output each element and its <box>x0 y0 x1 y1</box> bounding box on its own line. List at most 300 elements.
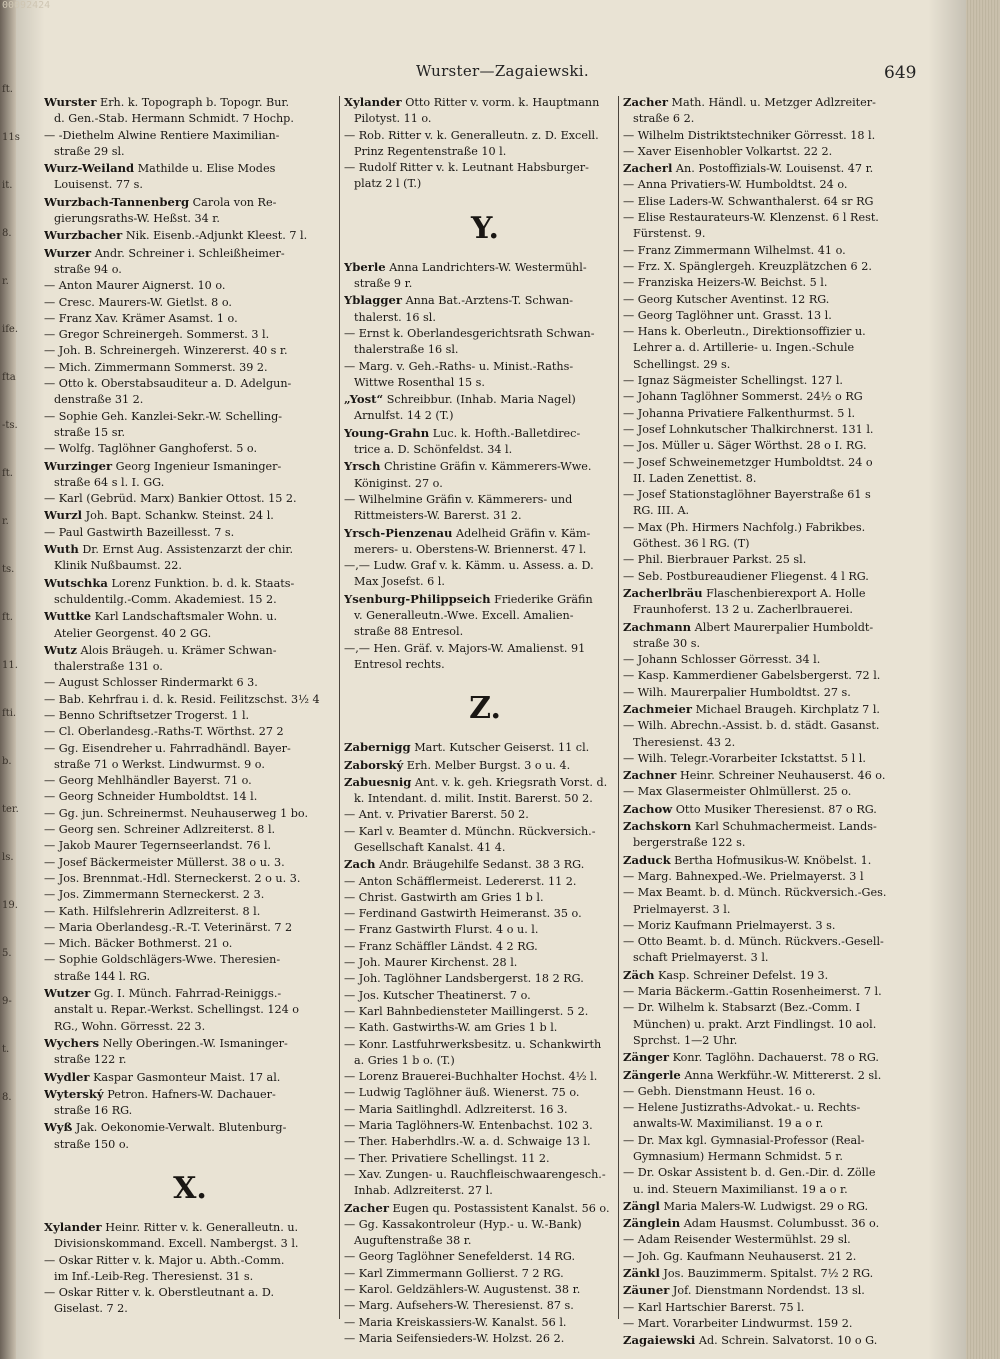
sub-entry <box>623 1249 927 1265</box>
entry-continuation <box>344 310 626 326</box>
surname-heading: Wurzbach-Tannenberg <box>44 194 190 209</box>
directory-entry <box>44 608 336 625</box>
entry-text: — Joh. Gg. Kaufmann Neuhauserst. 21 2. <box>623 1249 857 1263</box>
sub-entry <box>44 409 336 425</box>
entry-text: thalerstraße 131 o. <box>54 660 163 674</box>
entry-continuation <box>623 602 927 618</box>
directory-entry <box>44 1119 336 1136</box>
sub-entry <box>44 920 336 936</box>
entry-text: — Joh. Maurer Kirchenst. 28 l. <box>344 956 518 970</box>
entry-text: Mart. Kutscher Geiserst. 11 cl. <box>414 741 590 755</box>
section-letter: Y. <box>471 210 499 246</box>
sub-entry <box>623 918 927 934</box>
entry-text: — Max Glasermeister Ohlmüllerst. 25 o. <box>623 785 852 799</box>
entry-text: — Cresc. Maurers-W. Gietlst. 8 o. <box>44 295 232 309</box>
entry-continuation <box>344 657 626 673</box>
entry-continuation <box>344 791 626 807</box>
surname-heading: Zaborský <box>344 757 404 772</box>
surname-heading: Yberle <box>344 259 386 274</box>
sub-entry <box>44 952 336 968</box>
entry-text: — Kath. Hilfslehrerin Adlzreiterst. 8 l. <box>44 904 261 918</box>
entry-continuation <box>344 1233 626 1249</box>
sub-entry <box>44 525 336 541</box>
entry-text: — Ludwig Taglöhner äuß. Wienerst. 75 o. <box>344 1086 580 1100</box>
entry-text: — Ther. Privatiere Schellingst. 11 2. <box>344 1151 550 1165</box>
entry-continuation <box>623 636 927 652</box>
entry-text: Dr. Ernst Aug. Assistenzarzt der chir. <box>82 543 294 557</box>
directory-entry <box>623 1332 927 1349</box>
entry-continuation <box>344 442 626 458</box>
entry-text: straße 30 s. <box>633 636 700 650</box>
directory-entry <box>623 852 927 869</box>
sub-entry <box>623 668 927 684</box>
facing-page-fragment: it. <box>2 180 13 191</box>
facing-page-fragment: 11. <box>2 660 18 671</box>
entry-text: straße 144 l. RG. <box>54 969 151 983</box>
sub-entry <box>44 1253 336 1269</box>
surname-heading: Yblagger <box>344 293 402 308</box>
entry-text: An. Postoffizials-W. Louisenst. 47 r. <box>675 162 874 176</box>
sub-entry <box>623 308 927 324</box>
entry-continuation <box>623 735 927 751</box>
entry-text: Louisenst. 77 s. <box>54 178 143 192</box>
sub-entry <box>44 327 336 343</box>
entry-text: — Elise Restaurateurs-W. Klenzenst. 6 l Rest. <box>623 211 879 225</box>
entry-text: — Johanna Privatiere Falkenthurmst. 5 l. <box>623 406 856 420</box>
entry-continuation <box>344 508 626 524</box>
entry-text: Fraunhoferst. 13 2 u. Zacherlbrauerei. <box>633 603 853 617</box>
scan-identifier: 00092424 <box>2 0 51 11</box>
entry-text: u. ind. Steuern Maximilianst. 19 a o r. <box>633 1182 848 1196</box>
entry-text: — Maria Bäckerm.-Gattin Rosenheimerst. 7 l. <box>623 985 882 999</box>
entry-text: d. Gen.-Stab. Hermann Schmidt. 7 Hochp. <box>54 112 294 126</box>
facing-page-fragment: b. <box>2 756 12 767</box>
sub-entry <box>344 807 626 823</box>
page-number: 649 <box>884 63 917 83</box>
entry-text: Konr. Taglöhn. Dachauerst. 78 o RG. <box>672 1051 879 1065</box>
entry-text: RG., Wohn. Görresst. 22 3. <box>54 1019 206 1033</box>
sub-entry <box>344 890 626 906</box>
entry-text: Giselast. 7 2. <box>54 1302 128 1316</box>
entry-text: — Mich. Zimmermann Sommerst. 39 2. <box>44 360 268 374</box>
entry-text: Theresienst. 43 2. <box>633 735 736 749</box>
entry-continuation <box>44 111 336 127</box>
sub-entry <box>344 971 626 987</box>
entry-text: platz 2 l (T.) <box>354 177 422 191</box>
sub-entry <box>623 1100 927 1116</box>
entry-text: — Ferdinand Gastwirth Heimeranst. 35 o. <box>344 907 582 921</box>
entry-text: — Ant. v. Privatier Barerst. 50 2. <box>344 808 529 822</box>
entry-continuation <box>44 425 336 441</box>
sub-entry <box>623 552 927 568</box>
entry-text: Luc. k. Hofth.-Balletdirec- <box>432 426 581 440</box>
entry-text: Michael Braugeh. Kirchplatz 7 l. <box>695 702 880 716</box>
entry-text: — Joh. Taglöhner Landsbergerst. 18 2 RG. <box>344 972 584 986</box>
entry-text: — Marg. Bahnexped.-We. Prielmayerst. 3 l <box>623 869 864 883</box>
entry-text: — Bab. Kehrfrau i. d. k. Resid. Feilitzschst. 3½ 4 <box>44 692 320 706</box>
entry-text: — Franz Xav. Krämer Asamst. 1 o. <box>44 311 238 325</box>
surname-heading: Zacher <box>623 95 668 109</box>
entry-text: — Lorenz Brauerei-Buchhalter Hochst. 4½ l. <box>344 1070 598 1084</box>
entry-text: Friederike Gräfin <box>494 592 593 606</box>
entry-text: Königinst. 27 o. <box>354 476 443 490</box>
entry-text: — Josef Schweinemetzger Humboldtst. 24 o <box>623 455 873 469</box>
entry-text: — Marg. Aufsehers-W. Theresienst. 87 s. <box>344 1299 574 1313</box>
entry-text: — Johann Schlosser Görresst. 34 l. <box>623 653 821 667</box>
surname-heading: Zachner <box>623 768 677 783</box>
directory-entry <box>344 591 626 608</box>
entry-continuation <box>344 840 626 856</box>
entry-text: Jof. Dienstmann Nordendst. 13 sl. <box>672 1284 865 1298</box>
surname-heading: Zäch <box>623 967 655 982</box>
facing-page-fragment: 11s <box>2 132 20 143</box>
entry-continuation <box>623 226 927 242</box>
entry-text: straße 16 RG. <box>54 1104 133 1118</box>
sub-entry <box>44 295 336 311</box>
sub-entry <box>623 934 927 950</box>
entry-text: Divisionskommand. Excell. Nambergst. 3 l. <box>54 1237 299 1251</box>
entry-text: — Marg. v. Geh.-Raths- u. Minist.-Raths- <box>344 359 574 373</box>
entry-text: — August Schlosser Rindermarkt 6 3. <box>44 676 258 690</box>
entry-text: gierungsraths-W. Heßst. 34 r. <box>54 212 220 226</box>
sub-entry <box>44 806 336 822</box>
entry-text: — Franz Gastwirth Flurst. 4 o u. l. <box>344 923 539 937</box>
entry-text: — Jakob Maurer Tegernseerlandst. 76 l. <box>44 839 272 853</box>
entry-text: Nelly Oberingen.-W. Ismaninger- <box>102 1036 288 1050</box>
entry-continuation <box>623 357 927 373</box>
entry-text: im Inf.-Leib-Reg. Theresienst. 31 s. <box>54 1269 254 1283</box>
sub-entry <box>344 160 626 176</box>
directory-entry <box>344 525 626 542</box>
entry-text: Auguftenstraße 38 r. <box>354 1234 472 1248</box>
entry-text: anstalt u. Repar.-Werkst. Schellingst. 124 o <box>54 1003 299 1017</box>
sub-entry <box>44 1285 336 1301</box>
sub-entry <box>344 641 626 657</box>
surname-heading: Zaduck <box>623 852 671 867</box>
sub-entry <box>623 751 927 767</box>
entry-text: Kaspar Gasmonteur Maist. 17 al. <box>93 1070 281 1084</box>
sub-entry <box>623 869 927 885</box>
entry-continuation <box>344 176 626 192</box>
entry-text: — Maria Saitlinghdl. Adlzreiterst. 16 3. <box>344 1102 568 1116</box>
directory-entry <box>44 245 336 262</box>
entry-text: Carola von Re- <box>192 195 277 209</box>
surname-heading: Wyß <box>44 1120 73 1135</box>
entry-text: — Benno Schriftsetzer Trogerst. 1 l. <box>44 708 250 722</box>
surname-heading: Ysenburg-Philippseich <box>344 591 491 606</box>
entry-text: — Xaver Eisenhobler Volkartst. 22 2. <box>623 144 833 158</box>
entry-text: — Georg Schneider Humboldtst. 14 l. <box>44 790 258 804</box>
directory-entry <box>344 757 626 774</box>
sub-entry <box>44 904 336 920</box>
entry-text: Flaschenbierexport A. Holle <box>706 586 866 600</box>
entry-continuation <box>344 375 626 391</box>
entry-text: — Josef Lohnkutscher Thalkirchnerst. 131 l. <box>623 422 874 436</box>
sub-entry <box>623 1133 927 1149</box>
entry-text: Erh. k. Topograph b. Topogr. Bur. <box>100 96 290 109</box>
sub-entry <box>623 487 927 503</box>
sub-entry <box>623 1232 927 1248</box>
surname-heading: Wurz-Weiland <box>44 161 135 176</box>
entry-text: — Wilh. Maurerpalier Humboldtst. 27 s. <box>623 685 851 699</box>
entry-text: — Wilh. Abrechn.-Assist. b. d. städt. Gasanst. <box>623 719 880 733</box>
entry-text: thalerst. 16 sl. <box>354 310 436 324</box>
entry-continuation <box>44 475 336 491</box>
entry-text: straße 94 o. <box>54 262 122 276</box>
entry-text: Pilotyst. 11 o. <box>354 112 432 126</box>
sub-entry <box>623 984 927 1000</box>
sub-entry <box>623 292 927 308</box>
entry-text: — Ignaz Sägmeister Schellingst. 127 l. <box>623 374 843 388</box>
sub-entry <box>344 1249 626 1265</box>
entry-text: — Johann Taglöhner Sommerst. 24½ o RG <box>623 390 863 404</box>
surname-heading: Wutzer <box>44 986 91 1001</box>
facing-page-fragment: ft. <box>2 468 13 479</box>
directory-entry <box>44 194 336 211</box>
directory-entry <box>344 739 626 756</box>
entry-text: — Franziska Heizers-W. Beichst. 5 l. <box>623 276 828 290</box>
surname-heading: Wyterský <box>44 1086 104 1101</box>
entry-continuation <box>623 1017 927 1033</box>
entry-text: Karl Landschaftsmaler Wohn. u. <box>94 610 278 624</box>
directory-column-3 <box>623 94 927 1350</box>
entry-text: trice a. D. Schönfeldst. 34 l. <box>354 443 513 457</box>
sub-entry <box>623 177 927 193</box>
entry-text: v. Generalleutn.-Wwe. Excell. Amalien- <box>354 609 574 623</box>
surname-heading: Yrsch-Pienzenau <box>344 525 453 540</box>
directory-entry <box>623 818 927 835</box>
entry-continuation <box>344 608 626 624</box>
entry-text: Erh. Melber Burgst. 3 o u. 4. <box>406 758 571 772</box>
entry-text: Kasp. Schreiner Defelst. 19 3. <box>658 968 829 982</box>
sub-entry <box>623 243 927 259</box>
entry-text: — Gg. jun. Schreinermst. Neuhauserweg 1 bo. <box>44 806 309 820</box>
entry-text: — Gregor Schreinergeh. Sommerst. 3 l. <box>44 328 270 342</box>
sub-entry <box>623 1084 927 1100</box>
surname-heading: Wurster <box>44 95 97 109</box>
entry-text: Jos. Bauzimmerm. Spitalst. 7½ 2 RG. <box>663 1267 874 1281</box>
entry-text: — Konr. Lastfuhrwerksbesitz. u. Schankwirth <box>344 1037 602 1051</box>
entry-text: — Wolfg. Taglöhner Ganghoferst. 5 o. <box>44 442 258 456</box>
sub-entry <box>344 1217 626 1233</box>
section-letter: X. <box>173 1171 207 1206</box>
entry-text: — Karl Hartschier Barerst. 75 l. <box>623 1300 805 1314</box>
sub-entry <box>623 324 927 340</box>
entry-text: anwalts-W. Maximilianst. 19 a o r. <box>633 1117 824 1131</box>
book-page-stack <box>966 0 1000 1359</box>
entry-text: k. Intendant. d. milit. Instit. Barerst. 50 2. <box>354 792 593 806</box>
entry-text: — Wilhelmine Gräfin v. Kämmerers- und <box>344 492 573 506</box>
sub-entry <box>344 955 626 971</box>
entry-text: — Dr. Max kgl. Gymnasial-Professor (Real- <box>623 1133 865 1147</box>
entry-text: Entresol rechts. <box>354 657 445 671</box>
entry-text: straße 29 sl. <box>54 144 125 158</box>
sub-entry <box>44 311 336 327</box>
entry-text: Lorenz Funktion. b. d. k. Staats- <box>111 576 295 590</box>
entry-text: — Christ. Gastwirth am Gries 1 b l. <box>344 890 544 904</box>
surname-heading: Zachskorn <box>623 819 692 834</box>
entry-text: — Gg. Eisendreher u. Fahrradhändl. Bayer- <box>44 741 291 755</box>
entry-text: — Ther. Haberhdlrs.-W. a. d. Schwaige 13 l. <box>344 1135 591 1149</box>
entry-continuation <box>344 276 626 292</box>
entry-continuation <box>344 542 626 558</box>
directory-entry <box>344 259 626 276</box>
entry-text: — Max Beamt. b. d. Münch. Rückversich.-Ges. <box>623 886 887 900</box>
entry-continuation <box>44 969 336 985</box>
sub-entry <box>344 1134 626 1150</box>
facing-page-fragment: -ts. <box>2 420 18 431</box>
entry-text: thalerstraße 16 sl. <box>354 343 459 357</box>
entry-text: — Georg Kutscher Aventinst. 12 RG. <box>623 292 830 306</box>
entry-text: — Phil. Bierbrauer Parkst. 25 sl. <box>623 553 807 567</box>
surname-heading: Zängl <box>623 1198 660 1213</box>
entry-text: Albert Maurerpalier Humboldt- <box>694 620 874 634</box>
entry-text: — Jos. Kutscher Theatinerst. 7 o. <box>344 988 531 1002</box>
sub-entry <box>344 1102 626 1118</box>
entry-text: Gg. I. Münch. Fahrrad-Reiniggs.- <box>93 987 282 1001</box>
entry-text: Andr. Schreiner i. Schleißheimer- <box>94 246 285 260</box>
entry-continuation <box>44 392 336 408</box>
entry-continuation <box>44 144 336 160</box>
sub-entry <box>623 373 927 389</box>
facing-page-fragment: ft. <box>2 612 13 623</box>
entry-text: Göthest. 36 l RG. (T) <box>633 537 750 551</box>
entry-text: — Kasp. Kammerdiener Gabelsbergerst. 72 l. <box>623 669 881 683</box>
entry-text: Anna Werkführ.-W. Mittererst. 2 sl. <box>684 1068 882 1082</box>
directory-entry <box>344 94 626 111</box>
facing-page-fragment: fta <box>2 372 16 383</box>
entry-text: — Anna Privatiers-W. Humboldtst. 24 o. <box>623 178 848 192</box>
facing-page-edge <box>0 0 20 1359</box>
entry-text: — Franz Schäffler Ländst. 4 2 RG. <box>344 939 538 953</box>
facing-page-fragment: r. <box>2 276 9 287</box>
entry-text: — Dr. Wilhelm k. Stabsarzt (Bez.-Comm. I <box>623 1001 861 1015</box>
sub-entry <box>623 128 927 144</box>
sub-entry <box>623 210 927 226</box>
entry-text: — Helene Justizraths-Advokat.- u. Rechts- <box>623 1101 861 1115</box>
entry-text: — Elise Laders-W. Schwanthalerst. 64 sr RG <box>623 194 874 208</box>
entry-text: — Oskar Ritter v. k. Major u. Abth.-Comm. <box>44 1253 285 1267</box>
entry-continuation <box>623 111 927 127</box>
entry-continuation <box>44 659 336 675</box>
entry-continuation <box>344 144 626 160</box>
directory-entry <box>344 425 626 442</box>
entry-text: — Georg Taglöhner unt. Grasst. 13 l. <box>623 308 832 322</box>
entry-text: — Josef Bäckermeister Müllerst. 38 o u. 3. <box>44 855 285 869</box>
sub-entry <box>44 822 336 838</box>
sub-entry <box>623 784 927 800</box>
entry-text: straße 64 s l. I. GG. <box>54 475 165 489</box>
sub-entry <box>623 194 927 210</box>
entry-text: Jak. Oekonomie-Verwalt. Blutenburg- <box>75 1121 287 1135</box>
directory-entry <box>44 227 336 244</box>
entry-continuation <box>44 1103 336 1119</box>
entry-text: — Seb. Postbureaudiener Fliegenst. 4 l RG. <box>623 569 869 583</box>
sub-entry <box>623 1000 927 1016</box>
entry-text: — Karl v. Beamter d. Münchn. Rückversich.- <box>344 824 596 838</box>
entry-text: — Franz Zimmermann Wilhelmst. 41 o. <box>623 243 846 257</box>
facing-page-fragment: ls. <box>2 852 14 863</box>
surname-heading: Zabuesnig <box>344 774 412 789</box>
sub-entry <box>344 128 626 144</box>
sub-entry <box>344 906 626 922</box>
entry-text: — Jos. Müller u. Säger Wörthst. 28 o I. RG. <box>623 439 867 453</box>
surname-heading: Wutz <box>44 642 77 657</box>
sub-entry <box>344 824 626 840</box>
sub-entry <box>344 326 626 342</box>
entry-text: Heinr. Schreiner Neuhauserst. 46 o. <box>679 769 886 783</box>
facing-page-fragment: ife. <box>2 324 18 335</box>
directory-entry <box>623 801 927 818</box>
entry-text: Karl Schuhmachermeist. Lands- <box>694 820 877 834</box>
sub-entry <box>623 406 927 422</box>
sub-entry <box>44 838 336 854</box>
surname-heading: „Yost“ <box>344 392 384 407</box>
entry-continuation <box>344 1053 626 1069</box>
entry-text: II. Laden Zenettist. 8. <box>633 471 757 485</box>
entry-continuation <box>623 340 927 356</box>
directory-entry <box>623 767 927 784</box>
entry-text: Arnulfst. 14 2 (T.) <box>354 409 454 423</box>
entry-text: — -Diethelm Alwine Rentiere Maximilian- <box>44 128 280 142</box>
surname-heading: Wuth <box>44 542 79 557</box>
column-rule-1 <box>339 96 340 1319</box>
directory-entry <box>623 1049 927 1066</box>
surname-heading: Zach <box>344 857 376 872</box>
entry-text: schuldentilg.-Comm. Akademiest. 15 2. <box>54 592 277 606</box>
entry-text: schaft Prielmayerst. 3 l. <box>633 951 769 965</box>
facing-page-fragment: ts. <box>2 564 15 575</box>
sub-entry <box>623 275 927 291</box>
directory-entry <box>623 967 927 984</box>
sub-entry <box>344 558 626 574</box>
surname-heading: Zachmeier <box>623 701 692 716</box>
entry-text: —,— Ludw. Graf v. k. Kämm. u. Assess. a. D. <box>344 559 594 573</box>
surname-heading: Zabernigg <box>344 740 411 755</box>
surname-heading: Wurzbacher <box>44 228 123 243</box>
entry-text: Bertha Hofmusikus-W. Knöbelst. 1. <box>674 853 872 867</box>
facing-page-fragment: 5. <box>2 948 12 959</box>
section-letter: Z. <box>469 691 501 727</box>
entry-continuation <box>623 471 927 487</box>
entry-continuation <box>44 1002 336 1018</box>
sub-entry <box>44 360 336 376</box>
running-head: Wurster—Zagaiewski. <box>416 62 589 80</box>
entry-continuation <box>623 1149 927 1165</box>
surname-heading: Zänglein <box>623 1216 681 1231</box>
sub-entry <box>344 922 626 938</box>
directory-entry <box>623 1215 927 1232</box>
directory-entry <box>44 1219 336 1236</box>
entry-text: straße 6 2. <box>633 112 695 126</box>
entry-text: — Dr. Oskar Assistent b. d. Gen.-Dir. d. Zölle <box>623 1166 876 1180</box>
sub-entry <box>623 455 927 471</box>
sub-entry <box>44 376 336 392</box>
entry-text: — Karl Zimmermann Gollierst. 7 2 RG. <box>344 1266 564 1280</box>
surname-heading: Zachow <box>623 801 673 816</box>
entry-text: Mathilde u. Elise Modes <box>137 162 276 176</box>
entry-text: straße 150 o. <box>54 1137 129 1151</box>
entry-text: Ad. Schrein. Salvatorst. 10 o G. <box>698 1334 878 1348</box>
sub-entry <box>44 708 336 724</box>
entry-text: bergerstraße 122 s. <box>633 836 746 850</box>
sub-entry <box>344 1167 626 1183</box>
directory-entry <box>44 541 336 558</box>
sub-entry <box>623 652 927 668</box>
directory-entry <box>44 985 336 1002</box>
entry-continuation <box>623 1033 927 1049</box>
entry-text: — Anton Schäfflermeist. Ledererst. 11 2. <box>344 874 577 888</box>
